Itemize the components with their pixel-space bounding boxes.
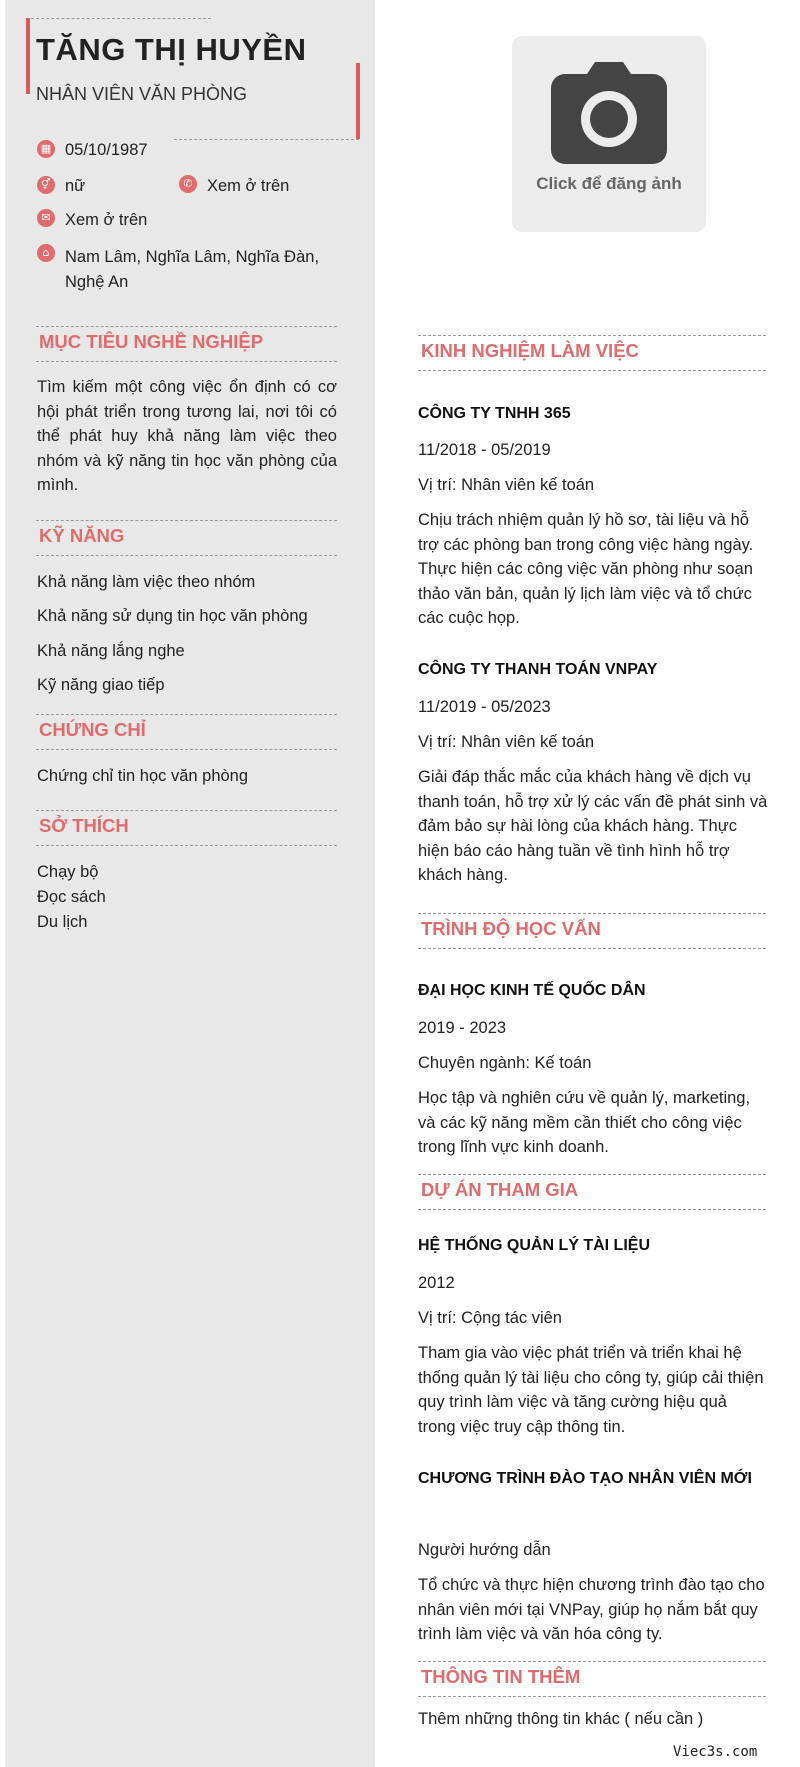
education-heading: TRÌNH ĐỘ HỌC VẤN [418, 913, 766, 949]
phone[interactable]: Xem ở trên [207, 177, 290, 195]
project-description[interactable]: Tham gia vào việc phát triển và triển khai hệ thống quản lý tài liệu cho công ty, giúp cải thiện quy trình làm việc và tăng cường hiệu quả trong việc truy cập thông tin. [418, 1344, 764, 1436]
additional-info-heading: THÔNG TIN THÊM [418, 1661, 766, 1697]
phone-icon: ✆ [179, 175, 197, 193]
project-role[interactable]: Vị trí: Cộng tác viên [418, 1309, 562, 1327]
watermark: Viec3s.com [673, 1744, 758, 1760]
mail-icon: ✉ [37, 209, 55, 227]
certificates-heading: CHỨNG CHỈ [36, 714, 337, 750]
email[interactable]: Xem ở trên [65, 211, 148, 229]
address[interactable] [65, 245, 319, 294]
company-name[interactable]: CÔNG TY THANH TOÁN VNPAY [418, 661, 658, 678]
projects-heading: DỰ ÁN THAM GIA [418, 1174, 766, 1210]
work-position[interactable]: Vị trí: Nhân viên kế toán [418, 476, 595, 494]
hobby-item[interactable]: Du lịch [37, 913, 88, 931]
name-accent-bar [26, 18, 30, 94]
birthdate[interactable]: 05/10/1987 [65, 141, 148, 159]
address-line: Nghệ An [65, 272, 129, 291]
work-period[interactable]: 11/2019 - 05/2023 [418, 698, 551, 716]
work-position[interactable]: Vị trí: Nhân viên kế toán [418, 733, 595, 751]
school-name[interactable]: ĐẠI HỌC KINH TẾ QUỐC DÂN [418, 982, 646, 999]
name-accent-bar-right [356, 63, 360, 139]
project-description[interactable]: Tổ chức và thực hiện chương trình đào tạo cho nhân viên mới tại VNPay, giúp họ nắm bắt quy trình làm việc và văn hóa công ty. [418, 1576, 765, 1643]
gender[interactable]: nữ [65, 177, 86, 195]
skill-item[interactable]: Khả năng lắng nghe [37, 642, 185, 660]
header-divider-right [174, 139, 359, 140]
project-name[interactable]: HỆ THỐNG QUẢN LÝ TÀI LIỆU [418, 1237, 650, 1254]
work-period[interactable]: 11/2018 - 05/2019 [418, 441, 551, 459]
company-name[interactable]: CÔNG TY TNHH 365 [418, 405, 571, 422]
header-divider [26, 18, 211, 19]
education-description[interactable]: Học tập và nghiên cứu về quản lý, marketing, và các kỹ năng mềm cần thiết cho công việc trong lĩnh vực kinh doanh. [418, 1089, 751, 1156]
additional-info-text[interactable]: Thêm những thông tin khác ( nếu cần ) [418, 1710, 704, 1728]
project-role[interactable]: Người hướng dẫn [418, 1541, 551, 1559]
skill-item[interactable]: Kỹ năng giao tiếp [37, 676, 165, 694]
address-line: Nam Lâm, Nghĩa Lâm, Nghĩa Đàn, [65, 248, 320, 266]
hobbies-heading: SỞ THÍCH [36, 810, 337, 846]
photo-upload[interactable] [512, 36, 706, 232]
objective-text[interactable]: Tìm kiếm một công việc ổn định có cơ hội phát triển trong tương lai, nơi tôi có thể phát huy khả năng làm việc theo nhóm và kỹ năng tin học văn phòng của mình. [37, 378, 337, 494]
skill-item[interactable]: Khả năng sử dụng tin học văn phòng [37, 607, 308, 625]
skill-item[interactable]: Khả năng làm việc theo nhóm [37, 573, 256, 591]
project-name[interactable]: CHƯƠNG TRÌNH ĐÀO TẠO NHÂN VIÊN MỚI [418, 1470, 752, 1487]
hobby-item[interactable]: Chạy bộ [37, 863, 99, 881]
experience-heading: KINH NGHIỆM LÀM VIỆC [418, 335, 766, 371]
skills-heading: KỸ NĂNG [36, 520, 337, 556]
job-title[interactable]: NHÂN VIÊN VĂN PHÒNG [36, 84, 248, 104]
camera-icon [551, 62, 667, 164]
home-icon: ⌂ [37, 244, 55, 262]
project-period[interactable]: 2012 [418, 1274, 455, 1292]
education-period[interactable]: 2019 - 2023 [418, 1019, 507, 1037]
photo-upload-label: Click để đăng ảnh [536, 174, 682, 193]
education-major[interactable]: Chuyên ngành: Kế toán [418, 1054, 592, 1072]
candidate-name[interactable]: TĂNG THỊ HUYỀN [36, 32, 307, 67]
work-description[interactable]: Giải đáp thắc mắc của khách hàng về dịch vụ thanh toán, hỗ trợ xử lý các vấn đề phát sinh và đảm bảo sự hài lòng của khách hàng. Thực hiện báo cáo hàng tuần về tình hình hỗ trợ khách hàng. [418, 768, 768, 884]
certificate-item[interactable]: Chứng chỉ tin học văn phòng [37, 767, 249, 785]
work-description[interactable]: Chịu trách nhiệm quản lý hồ sơ, tài liệu và hỗ trợ các phòng ban trong công việc hàng ngày. Thực hiện các công việc văn phòng như soạn thảo văn bản, quản lý lịch làm việc và tổ chức các cuộc họp. [418, 511, 754, 627]
hobby-item[interactable]: Đọc sách [37, 888, 106, 906]
gender-icon: ⚥ [37, 176, 55, 194]
calendar-icon: ▦ [37, 140, 55, 158]
objective-heading: MỤC TIÊU NGHỀ NGHIỆP [36, 326, 337, 362]
